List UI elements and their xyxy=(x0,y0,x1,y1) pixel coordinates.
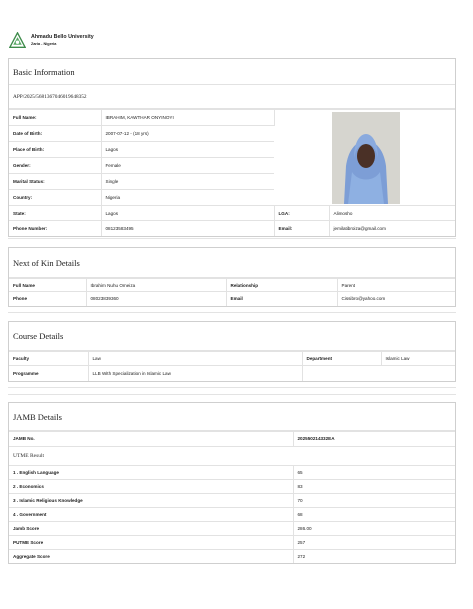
marital-status-label: Marital Status: xyxy=(9,174,101,190)
next-of-kin-title: Next of Kin Details xyxy=(9,248,455,278)
basic-information-section xyxy=(8,58,456,237)
gender-value: Female xyxy=(101,158,274,174)
jamb-number-table xyxy=(9,431,455,446)
full-name-value: IBRAHIM, KAWTHAR ONYINOYI xyxy=(101,110,274,126)
place-of-birth-value: Lagos xyxy=(101,142,274,158)
state-label: State: xyxy=(9,206,101,221)
jamb-score-label: Jamb Score xyxy=(9,521,293,535)
university-logo-icon xyxy=(9,32,26,49)
kin-relationship-label: Relationship xyxy=(226,279,337,292)
place-of-birth-label: Place of Birth: xyxy=(9,142,101,158)
kin-name-label: Full Name xyxy=(9,279,86,292)
phone-number-value: 08123583495 xyxy=(101,221,274,236)
subject-label: 4 . Government xyxy=(9,507,293,521)
department-value: Islamic Law xyxy=(381,352,455,366)
photo-cell xyxy=(274,110,455,206)
application-number: APP/2025/5681367046019648352 xyxy=(9,85,455,109)
course-details-title: Course Details xyxy=(9,322,455,351)
applicant-photo xyxy=(332,112,400,204)
next-of-kin-section xyxy=(8,247,456,307)
basic-info-table xyxy=(9,109,455,236)
gender-label: Gender: xyxy=(9,158,101,174)
subject-score: 65 xyxy=(293,465,455,479)
phone-number-label: Phone Number: xyxy=(9,221,101,236)
university-location: Zaria - Nigeria xyxy=(31,41,57,46)
divider xyxy=(8,394,456,395)
utme-results-table xyxy=(9,465,455,564)
putme-score-value: 257 xyxy=(293,535,455,549)
subject-score: 68 xyxy=(293,507,455,521)
programme-label: Programme xyxy=(9,366,88,381)
university-header xyxy=(9,30,94,50)
marital-status-value: Single xyxy=(101,174,274,190)
course-details-table xyxy=(9,351,455,381)
programme-value: LLB With Specialization in Islamic Law xyxy=(88,366,302,381)
kin-phone-label: Phone xyxy=(9,292,86,306)
full-name-label: Full Name: xyxy=(9,110,101,126)
faculty-label: Faculty xyxy=(9,352,88,366)
kin-phone-value: 08023839360 xyxy=(86,292,226,306)
jamb-number-label: JAMB No. xyxy=(9,432,293,446)
subject-score: 83 xyxy=(293,479,455,493)
state-value: Lagos xyxy=(101,206,274,221)
kin-email-label: Email xyxy=(226,292,337,306)
putme-score-label: PUTME Score xyxy=(9,535,293,549)
basic-information-title: Basic Information xyxy=(9,59,455,85)
divider xyxy=(8,387,456,388)
faculty-value: Law xyxy=(88,352,302,366)
divider xyxy=(8,238,456,239)
jamb-score-value: 286.00 xyxy=(293,521,455,535)
dob-label: Date of Birth: xyxy=(9,126,101,142)
jamb-details-title: JAMB Details xyxy=(9,403,455,431)
subject-label: 2 . Economics xyxy=(9,479,293,493)
kin-name-value: Ibrahim Nuhu Omeiza xyxy=(86,279,226,292)
lga-value: Alimosho xyxy=(329,206,455,221)
jamb-number-value: 202550214332EA xyxy=(293,432,455,446)
course-details-section xyxy=(8,321,456,382)
university-name: Ahmadu Bello University xyxy=(31,33,94,40)
empty-cell xyxy=(302,366,455,381)
aggregate-score-value: 272 xyxy=(293,549,455,563)
jamb-details-section xyxy=(8,402,456,564)
kin-email-value: Cissibro@yahoo.com xyxy=(337,292,455,306)
subject-label: 1 . English Language xyxy=(9,465,293,479)
dob-value: 2007-07-12 - (18 yrs) xyxy=(101,126,274,142)
aggregate-score-label: Aggregate Score xyxy=(9,549,293,563)
utme-result-label: UTME Result xyxy=(9,446,455,465)
divider xyxy=(8,312,456,313)
email-value: jemilatibroiza@gmail.com xyxy=(329,221,455,236)
country-value: Nigeria xyxy=(101,190,274,206)
country-label: Country: xyxy=(9,190,101,206)
department-label: Department xyxy=(302,352,381,366)
lga-label: LGA: xyxy=(274,206,329,221)
next-of-kin-table xyxy=(9,278,455,306)
kin-relationship-value: Parent xyxy=(337,279,455,292)
subject-score: 70 xyxy=(293,493,455,507)
subject-label: 3 . Islamic Religious Knowledge xyxy=(9,493,293,507)
email-label: Email: xyxy=(274,221,329,236)
